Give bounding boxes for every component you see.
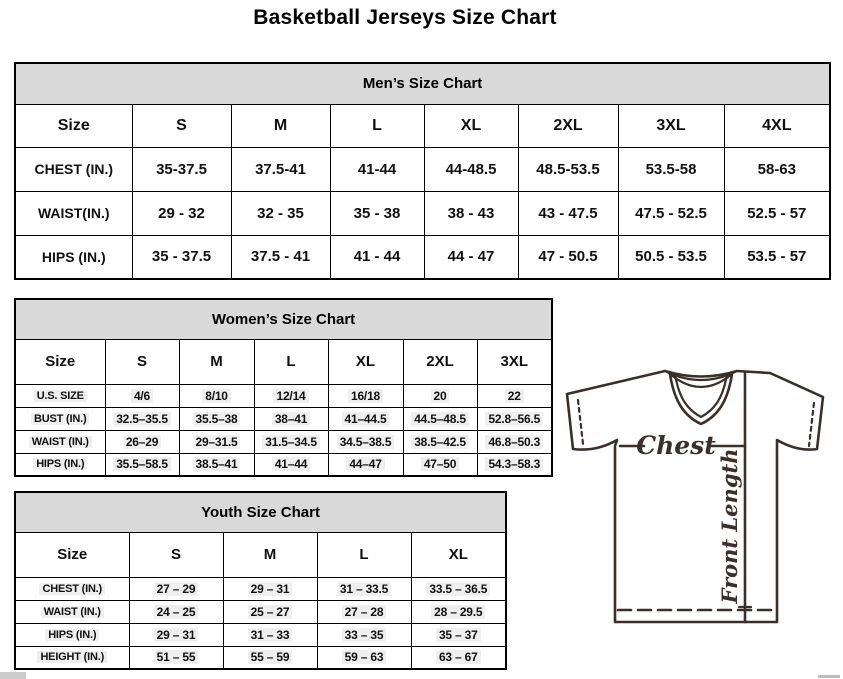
size-value-cell: 28 – 29.5 (411, 600, 506, 623)
size-value-cell: 31 – 33 (223, 623, 317, 646)
size-value-cell: 33.5 – 36.5 (411, 577, 506, 600)
size-value-cell: 29 – 31 (223, 577, 317, 600)
measurement-row (15, 623, 506, 646)
size-value-cell: 46.8–50.3 (477, 430, 552, 453)
row-label: WAIST (IN.) (15, 600, 129, 623)
table-title: Youth Size Chart (15, 492, 506, 532)
size-column-header: M (179, 339, 254, 384)
size-value-cell: 26–29 (105, 430, 179, 453)
jersey-diagram-svg (556, 356, 842, 672)
measurement-row (15, 235, 830, 279)
size-value-cell: 24 – 25 (129, 600, 223, 623)
measurement-row (15, 430, 552, 453)
size-value-cell: 54.3–58.3 (477, 453, 552, 476)
size-value-cell: 31.5–34.5 (254, 430, 328, 453)
size-column-header: 2XL (403, 339, 477, 384)
measurement-row (15, 453, 552, 476)
size-value-cell: 41–44 (254, 453, 328, 476)
size-value-cell: 38.5–42.5 (403, 430, 477, 453)
size-header-row (15, 532, 506, 577)
measurement-row (15, 147, 830, 191)
size-column-header: S (105, 339, 179, 384)
size-value-cell: 52.8–56.5 (477, 407, 552, 430)
horizontal-scrollbar-thumb-right[interactable] (818, 675, 840, 678)
row-label: HIPS (IN.) (15, 235, 132, 279)
size-value-cell: 8/10 (179, 384, 254, 407)
size-value-cell: 43 - 47.5 (518, 191, 618, 235)
size-value-cell: 32.5–35.5 (105, 407, 179, 430)
row-label: CHEST (IN.) (15, 147, 132, 191)
youth-size-chart-section (14, 491, 506, 670)
row-label: CHEST (IN.) (15, 577, 129, 600)
size-column-header: 2XL (518, 104, 618, 147)
size-value-cell: 37.5-41 (231, 147, 330, 191)
size-value-cell: 35-37.5 (132, 147, 231, 191)
mens-size-table (14, 62, 831, 280)
size-column-header: XL (411, 532, 506, 577)
row-label: WAIST(IN.) (15, 191, 132, 235)
size-value-cell: 44.5–48.5 (403, 407, 477, 430)
size-value-cell: 38.5–41 (179, 453, 254, 476)
jersey-measurement-diagram (556, 356, 842, 672)
mens-size-chart-section (14, 62, 830, 280)
size-value-cell: 35.5–58.5 (105, 453, 179, 476)
size-value-cell: 41-44 (330, 147, 424, 191)
table-title-row (15, 492, 506, 532)
size-value-cell: 51 – 55 (129, 646, 223, 669)
size-value-cell: 33 – 35 (317, 623, 411, 646)
chest-label: Chest (636, 431, 716, 460)
size-column-header: Size (15, 532, 129, 577)
size-value-cell: 47 - 50.5 (518, 235, 618, 279)
youth-size-table (14, 491, 507, 670)
size-value-cell: 35 - 37.5 (132, 235, 231, 279)
size-value-cell: 27 – 29 (129, 577, 223, 600)
measurement-row (15, 191, 830, 235)
size-value-cell: 47.5 - 52.5 (618, 191, 724, 235)
size-value-cell: 29 – 31 (129, 623, 223, 646)
size-column-header: Size (15, 339, 105, 384)
size-column-header: Size (15, 104, 132, 147)
front-length-label: Front Length (717, 448, 742, 604)
page-title: Basketball Jerseys Size Chart (253, 6, 557, 29)
size-value-cell: 44–47 (328, 453, 403, 476)
size-value-cell: 16/18 (328, 384, 403, 407)
measurement-row (15, 600, 506, 623)
size-value-cell: 53.5-58 (618, 147, 724, 191)
size-column-header: L (317, 532, 411, 577)
size-value-cell: 41–44.5 (328, 407, 403, 430)
size-value-cell: 35 – 37 (411, 623, 506, 646)
size-column-header: XL (424, 104, 518, 147)
jersey-outline-icon (567, 371, 823, 622)
size-value-cell: 4/6 (105, 384, 179, 407)
size-value-cell: 20 (403, 384, 477, 407)
row-label: HIPS (IN.) (15, 623, 129, 646)
size-column-header: L (330, 104, 424, 147)
horizontal-scrollbar-thumb-left[interactable] (0, 672, 26, 679)
size-value-cell: 29–31.5 (179, 430, 254, 453)
size-value-cell: 12/14 (254, 384, 328, 407)
size-value-cell: 41 - 44 (330, 235, 424, 279)
size-column-header: M (223, 532, 317, 577)
size-value-cell: 48.5-53.5 (518, 147, 618, 191)
size-column-header: 3XL (477, 339, 552, 384)
size-value-cell: 27 – 28 (317, 600, 411, 623)
size-value-cell: 38 - 43 (424, 191, 518, 235)
size-value-cell: 25 – 27 (223, 600, 317, 623)
size-value-cell: 63 – 67 (411, 646, 506, 669)
size-value-cell: 59 – 63 (317, 646, 411, 669)
row-label: U.S. SIZE (15, 384, 105, 407)
size-column-header: S (132, 104, 231, 147)
size-value-cell: 32 - 35 (231, 191, 330, 235)
measurement-row (15, 577, 506, 600)
size-value-cell: 50.5 - 53.5 (618, 235, 724, 279)
size-column-header: L (254, 339, 328, 384)
womens-size-table (14, 298, 553, 477)
size-value-cell: 53.5 - 57 (724, 235, 830, 279)
size-header-row (15, 104, 830, 147)
table-title: Men’s Size Chart (15, 63, 830, 104)
size-value-cell: 35.5–38 (179, 407, 254, 430)
size-value-cell: 44-48.5 (424, 147, 518, 191)
size-value-cell: 37.5 - 41 (231, 235, 330, 279)
size-value-cell: 52.5 - 57 (724, 191, 830, 235)
size-column-header: XL (328, 339, 403, 384)
row-label: WAIST (IN.) (15, 430, 105, 453)
size-value-cell: 22 (477, 384, 552, 407)
measurement-row (15, 407, 552, 430)
size-value-cell: 38–41 (254, 407, 328, 430)
measurement-row (15, 646, 506, 669)
measurement-row (15, 384, 552, 407)
size-value-cell: 44 - 47 (424, 235, 518, 279)
size-value-cell: 35 - 38 (330, 191, 424, 235)
row-label: HEIGHT (IN.) (15, 646, 129, 669)
size-value-cell: 31 – 33.5 (317, 577, 411, 600)
table-title: Women’s Size Chart (15, 299, 552, 339)
table-title-row (15, 299, 552, 339)
size-value-cell: 55 – 59 (223, 646, 317, 669)
row-label: HIPS (IN.) (15, 453, 105, 476)
table-title-row (15, 63, 830, 104)
size-header-row (15, 339, 552, 384)
size-value-cell: 47–50 (403, 453, 477, 476)
size-value-cell: 58-63 (724, 147, 830, 191)
womens-size-chart-section (14, 298, 552, 477)
row-label: BUST (IN.) (15, 407, 105, 430)
size-column-header: S (129, 532, 223, 577)
size-value-cell: 34.5–38.5 (328, 430, 403, 453)
size-column-header: 4XL (724, 104, 830, 147)
size-value-cell: 29 - 32 (132, 191, 231, 235)
size-column-header: 3XL (618, 104, 724, 147)
size-column-header: M (231, 104, 330, 147)
